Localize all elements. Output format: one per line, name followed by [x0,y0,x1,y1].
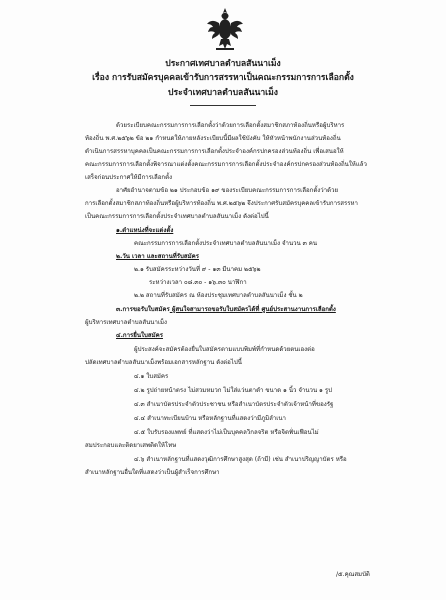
authority-line: การเลือกตั้งสมาชิกสภาท้องถิ่นหรือผู้บริหารท้องถิ่น พ.ศ.๒๕๖๒ จึงประกาศรับสมัครบุคคลเข้ารับการสรรหา [85,200,358,207]
section-3-text: ผู้สนใจสามารถขอรับใบสมัครได้ที่ ศูนย์ประสานงานการเลือกตั้ง [169,306,336,313]
section-2-item: ๒.๒ สถานที่รับสมัคร ณ ห้องประชุมเทศบาลตำบลสันนาเม็ง ชั้น ๒ [134,292,303,299]
garuda-emblem-icon [206,6,244,52]
section-2-item: ระหว่างเวลา ๐๘.๓๐ - ๑๖.๓๐ นาฬิกา [149,279,247,286]
section-4-item: ๔.๓ สำเนาบัตรประจำตัวประชาชน หรือสำเนาบัตรประจำตัวเจ้าหน้าที่ของรัฐ [134,401,334,408]
section-2-item: ๒.๑ รับสมัครระหว่างวันที่ ๙ - ๑๓ มีนาคม ๒๕๖๒ [134,266,261,273]
section-4-item: ๔.๕ ใบรับรองแพทย์ ที่แสดงว่าไม่เป็นบุคคลวิกลจริต หรือจิตฟั่นเฟือนไม่ [134,429,319,436]
intro-line: เสร็จก่อนประกาศให้มีการเลือกตั้ง [85,174,173,181]
section-2-heading: ๒.วัน เวลา และสถานที่รับสมัคร [116,253,199,260]
authority-line: เป็นคณะกรรมการการเลือกตั้งประจำเทศบาลตำบลสันนาเม็ง ดังต่อไปนี้ [85,213,269,220]
section-4-item: ๔.๒ รูปถ่ายหน้าตรง ไม่สวมหมวก ไม่ใส่แว่นตาดำ ขนาด ๑ นิ้ว จำนวน ๑ รูป [134,387,332,394]
intro-line: ดำเนินการสรรหาบุคคลเป็นคณะกรรมการการเลือกตั้งประจำองค์กรปกครองส่วนท้องถิ่น เพื่อเสนอให้ [85,148,344,155]
section-1-text: คณะกรรมการการเลือกตั้งประจำเทศบาลตำบลสันนาเม็ง จำนวน ๓ คน [134,240,318,247]
section-3-text-cont: ผู้บริหารเทศบาลตำบลสันนาเม็ง [85,319,167,326]
announcement-subject-line2: ประจำเทศบาลตำบลสันนาเม็ง [168,88,278,98]
intro-line: ด้วยระเบียบคณะกรรมการการเลือกตั้งว่าด้วยการเลือกตั้งสมาชิกสภาท้องถิ่นหรือผู้บริหาร [116,122,345,129]
section-4-item-cont: สมประกอบและติดยาเสพติดให้โทษ [85,442,177,449]
announcement-subject: เรื่อง การรับสมัครบุคคลเข้ารับการสรรหาเป็นคณะกรรมการการเลือกตั้ง [92,73,354,83]
section-4-heading: ๔.การยื่นใบสมัคร [116,332,163,339]
intro-line: ท้องถิ่น พ.ศ.๒๕๖๒ ข้อ ๒๑ กำหนดให้ภายหลังระเบียบนี้มีผลใช้บังคับ ให้หัวหน้าพนักงานส่วนท้องถิ่น [85,135,341,142]
title-divider [190,105,256,106]
intro-line: คณะกรรมการการเลือกตั้งพิจารณาแต่งตั้งคณะกรรมการการเลือกตั้งประจำองค์กรปกครองส่วนท้องถิ่นให้แล้ว [85,161,367,168]
authority-line: อาศัยอำนาจตามข้อ ๒๑ ประกอบข้อ ๑๙ ของระเบียบคณะกรรมการการเลือกตั้งว่าด้วย [116,187,339,194]
section-4-intro: ผู้ประสงค์จะสมัครต้องยื่นใบสมัครตามแบบพิมพ์ที่กำหนดด้วยตนเองต่อ [134,346,315,353]
section-3-line [116,305,336,314]
continuation-note: /๕.คุณสมบัติ [336,571,370,578]
section-4-intro: ปลัดเทศบาลตำบลสันนาเม็งพร้อมเอกสารหลักฐาน ดังต่อไปนี้ [85,359,242,366]
announcement-title: ประกาศเทศบาลตำบลสันนาเม็ง [165,59,281,69]
section-4-item-cont: สำเนาหลักฐานอื่นใดที่แสดงว่าเป็นผู้สำเร็จการศึกษา [85,469,220,476]
section-4-item: ๔.๔ สำเนาทะเบียนบ้าน หรือหลักฐานที่แสดงว่ามีภูมิลำเนา [134,415,286,422]
section-1-heading: ๑.ตำแหน่งที่จะแต่งตั้ง [116,227,174,234]
section-4-item: ๔.๖ สำเนาหลักฐานที่แสดงวุฒิการศึกษาสูงสุด (ถ้ามี) เช่น สำเนาปริญญาบัตร หรือ [134,456,347,463]
section-4-item: ๔.๑ ใบสมัคร [134,373,169,380]
section-3-heading: ๓.การขอรับใบสมัคร [116,306,170,313]
